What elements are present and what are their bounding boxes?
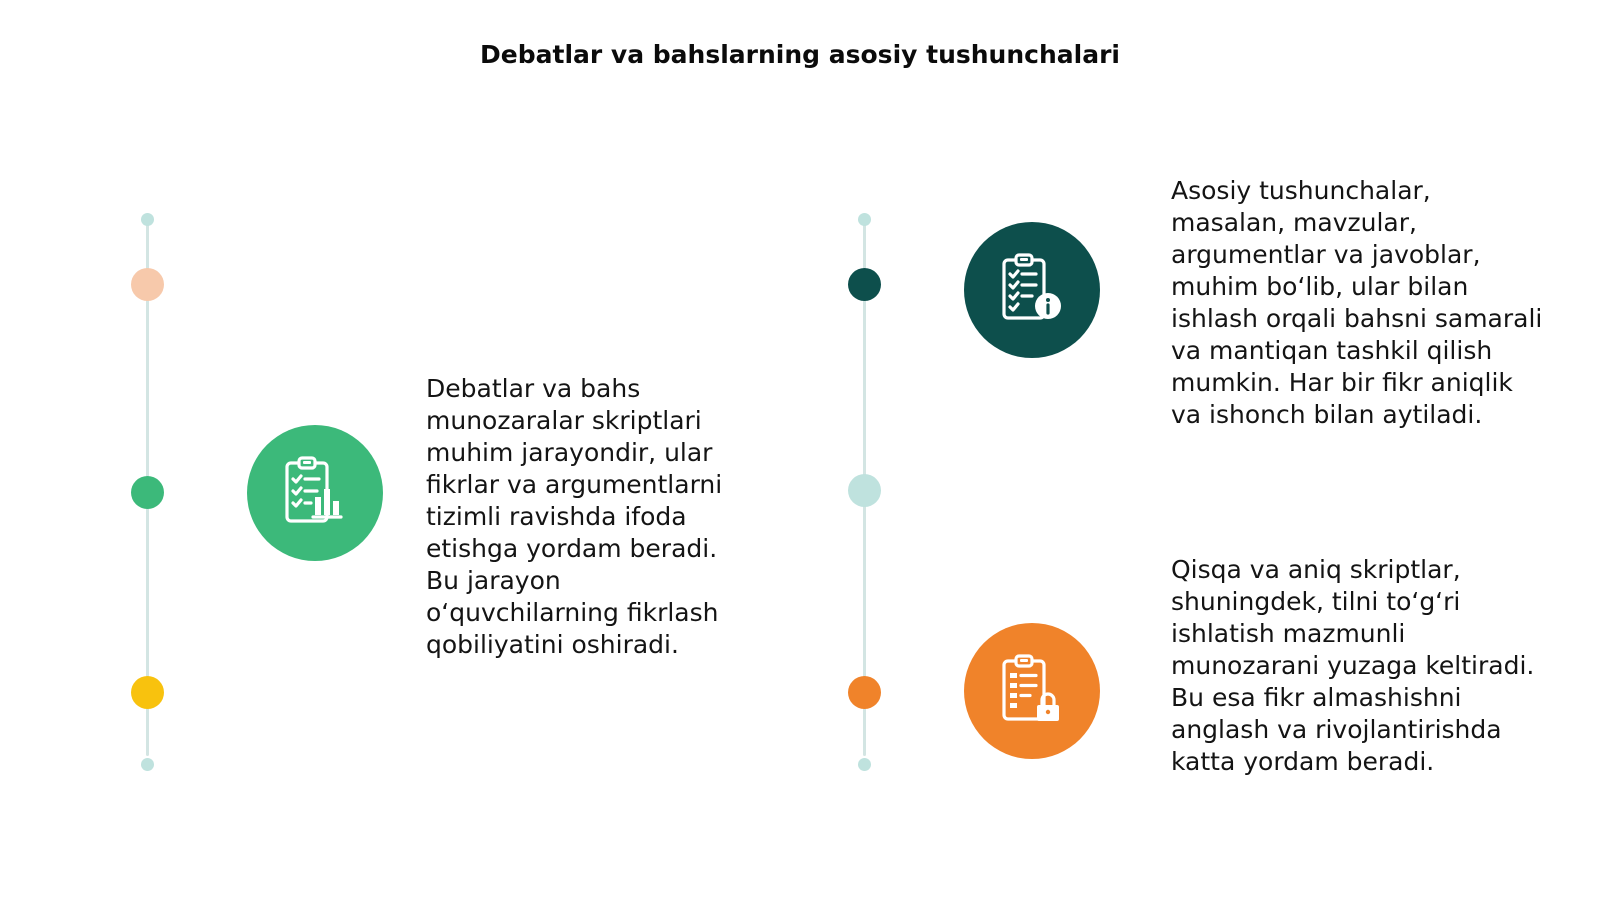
timeline-dot-peach <box>131 268 164 301</box>
item-3-text: Qisqa va aniq skriptlar, shuningdek, tilni to‘g‘ri ishlatish mazmunli munozarani yuzaga keltiradi. Bu esa fikr almashishni anglash va rivojlantirishda katta yordam beradi. <box>1171 555 1535 776</box>
clipboard-chart-icon <box>275 453 355 533</box>
item-1-icon-circle <box>247 425 383 561</box>
item-3-icon-circle <box>964 623 1100 759</box>
timeline-dot-orange <box>848 676 881 709</box>
page-title: Debatlar va bahslarning asosiy tushunchalari <box>480 40 1120 69</box>
timeline-end-dot <box>858 213 871 226</box>
timeline-end-dot <box>141 213 154 226</box>
left-timeline <box>128 210 168 770</box>
timeline-end-dot <box>858 758 871 771</box>
timeline-end-dot <box>141 758 154 771</box>
item-2-text: Asosiy tushunchalar, masalan, mavzular, argumentlar va javoblar, muhim bo‘lib, ular bilan ishlash orqali bahsni samarali va mantiqan tashkil qilish mumkin. Har bir fikr aniqlik va ishonch bilan aytiladi. <box>1171 176 1543 429</box>
clipboard-info-icon <box>992 250 1072 330</box>
timeline-dot-light-teal <box>848 474 881 507</box>
timeline-dot-green <box>131 476 164 509</box>
clipboard-lock-icon <box>992 651 1072 731</box>
timeline-dot-dark-teal <box>848 268 881 301</box>
timeline-dot-yellow <box>131 676 164 709</box>
item-1-text: Debatlar va bahs munozaralar skriptlari muhim jarayondir, ular fikrlar va argumentlarni tizimli ravishda ifoda etishga yordam beradi. Bu jarayon o‘quvchilarning fikrlash qobiliyatini oshiradi. <box>426 374 723 659</box>
item-2-icon-circle <box>964 222 1100 358</box>
right-timeline <box>845 210 885 770</box>
